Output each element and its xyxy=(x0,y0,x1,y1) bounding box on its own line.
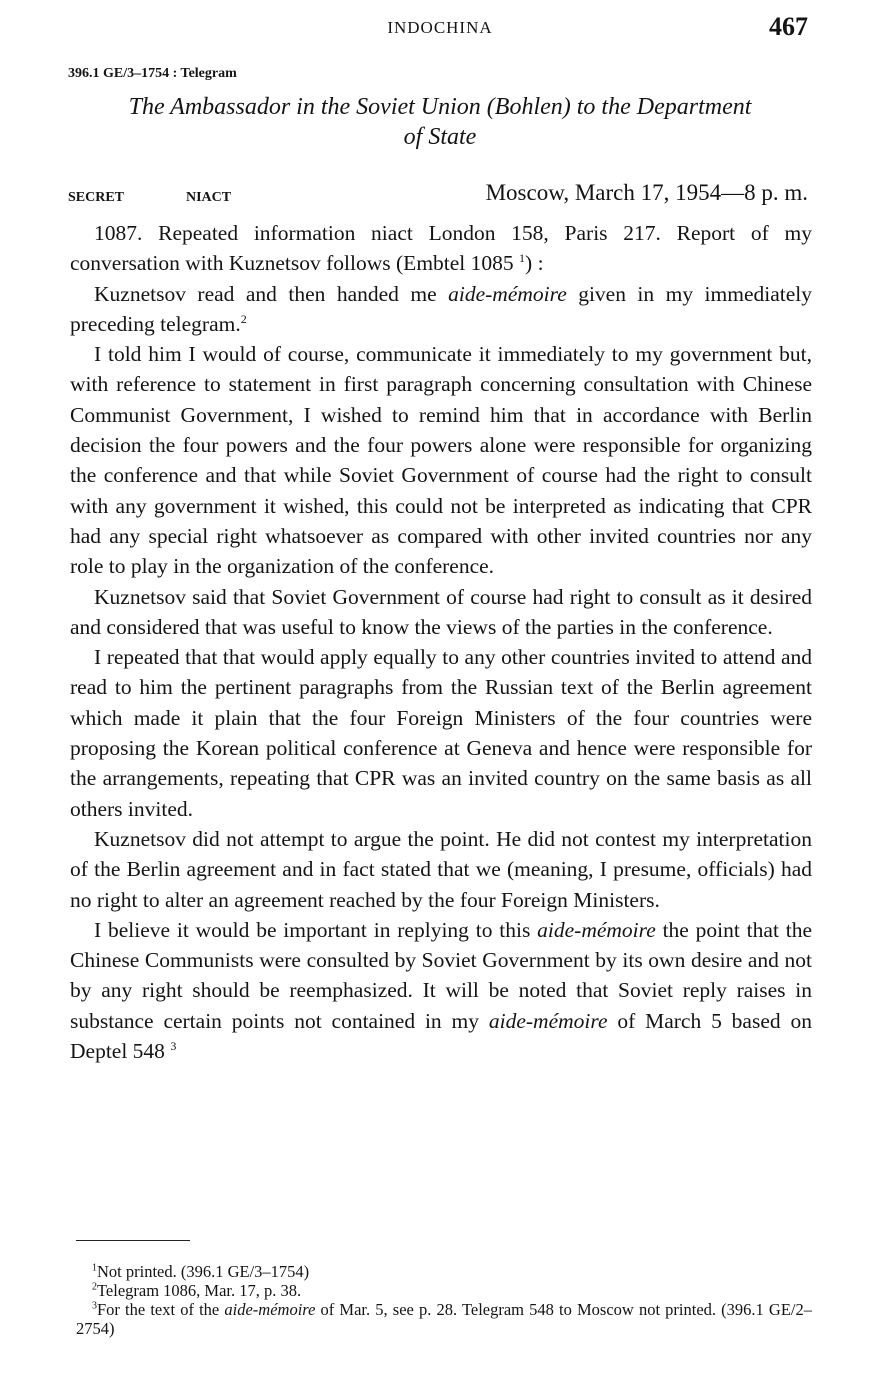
place-and-date: Moscow, March 17, 1954—8 p. m. xyxy=(485,180,808,205)
running-head xyxy=(0,12,880,46)
footnote-3 xyxy=(76,1300,812,1338)
running-title: INDOCHINA xyxy=(387,18,493,37)
footnote-1-text: Not printed. (396.1 GE/3–1754) xyxy=(97,1262,310,1281)
paragraph-2-text-b: given in my immediately preceding telegram. xyxy=(70,281,813,336)
footnote-ref-1[interactable]: 1 xyxy=(519,251,526,266)
footnote-mark-3: 3 xyxy=(92,1300,97,1312)
paragraph-2 xyxy=(70,279,812,340)
paragraph-1 xyxy=(70,218,812,279)
paragraph-2-text-a: Kuznetsov read and then handed me xyxy=(94,281,449,306)
paragraph-3: I told him I would of course, communicate it immediately to my government but, with reference to statement in first paragraph concerning consultation with Chinese Communist Government, I wished to remind him that in accordance with Berlin decision the four powers and the four powers alone were responsible for organizing the conference and that while Soviet Government of course had the right to consult with any government it wished, this could not be interpreted as indicating that CPR had any special right whatsoever as compared with other invited countries nor any role to play in the organization of the conference. xyxy=(70,342,812,579)
document-title-line-2: of State xyxy=(403,124,477,150)
paragraph-7-italic-2: aide-mémoire xyxy=(488,1008,608,1033)
footnote-mark-1: 1 xyxy=(92,1262,97,1274)
footnote-3-text-b: of Mar. 5, see p. 28. Telegram 548 to Moscow not printed. (396.1 GE/2–2754) xyxy=(76,1300,812,1338)
classification-label: SECRET xyxy=(68,190,125,205)
document-id-line: 396.1 GE/3–1754 : Telegram xyxy=(68,66,237,81)
paragraph-6: Kuznetsov did not attempt to argue the point. He did not contest my interpretation of the Berlin agreement and in fact stated that we (meaning, I presume, officials) had no right to alter an agreement reached by the four Foreign Ministers. xyxy=(70,826,812,912)
paragraph-5: I repeated that that would apply equally to any other countries invited to attend and read to him the pertinent paragraphs from the Russian text of the Berlin agreement which made it plain that the four Foreign Ministers of the four countries were proposing the Korean political conference at Geneva and hence were responsible for the arrangements, repeating that CPR was an invited country on the same basis as all others invited. xyxy=(70,645,812,821)
paragraph-4: Kuznetsov said that Soviet Government of course had right to consult as it desired and considered that was useful to know the views of the parties in the conference. xyxy=(70,584,812,639)
footnote-3-text-a: For the text of the xyxy=(97,1300,225,1319)
footnotes xyxy=(76,1262,812,1338)
paragraph-1-text: 1087. Repeated information niact London 158, Paris 217. Report of my conversation with Kuznetsov follows (Embtel 1085 xyxy=(70,221,812,276)
paragraph-7-text-b: the point that the Chinese Communists were consulted by Soviet Government by its own desire and not by any right should be reemphasized. It will be noted that Soviet reply raises in substance certain points not contained in my xyxy=(70,917,813,1033)
footnote-1 xyxy=(76,1262,812,1281)
paragraph-2-italic: aide-mémoire xyxy=(448,281,567,306)
paragraph-7 xyxy=(70,915,812,1066)
paragraph-7-text-a: I believe it would be important in replying to this xyxy=(94,917,538,942)
footnote-2-text: Telegram 1086, Mar. 17, p. 38. xyxy=(97,1281,302,1300)
dateline xyxy=(68,180,808,210)
telegram-body xyxy=(70,218,812,1066)
footnote-2 xyxy=(76,1281,812,1300)
footnote-ref-3[interactable]: 3 xyxy=(170,1038,177,1053)
document-title xyxy=(68,92,812,152)
paragraph-7-text-c: of March 5 based on Deptel 548 xyxy=(70,1008,812,1064)
precedence-label: NIACT xyxy=(186,190,232,205)
page-number: 467 xyxy=(769,12,808,41)
footnote-mark-2: 2 xyxy=(92,1281,97,1293)
paragraph-7-italic-1: aide-mémoire xyxy=(537,917,656,942)
footnote-divider xyxy=(76,1240,190,1241)
document-title-line-1: The Ambassador in the Soviet Union (Bohlen) to the Department xyxy=(128,94,752,120)
footnote-3-italic: aide-mémoire xyxy=(224,1300,316,1319)
footnote-ref-2[interactable]: 2 xyxy=(240,311,247,326)
paragraph-1-tail: ) : xyxy=(525,251,544,276)
